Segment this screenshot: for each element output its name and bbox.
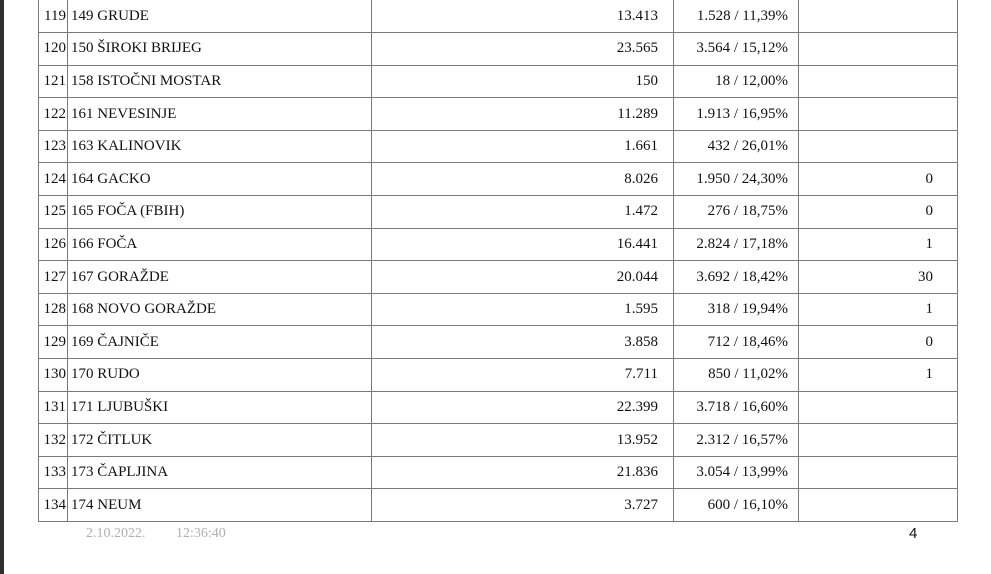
table-row	[39, 196, 958, 229]
total-value-cell: 3.858	[372, 326, 674, 359]
table-row	[39, 163, 958, 196]
row-index-cell: 127	[39, 261, 68, 294]
count-percentage-cell: 432 / 26,01%	[674, 130, 799, 163]
row-index-cell: 123	[39, 130, 68, 163]
municipality-name-cell: 165 FOČA (FBIH)	[68, 196, 372, 229]
row-index-cell: 119	[39, 0, 68, 33]
count-percentage-cell: 3.692 / 18,42%	[674, 261, 799, 294]
row-index-cell: 129	[39, 326, 68, 359]
count-percentage-cell: 318 / 19,94%	[674, 293, 799, 326]
count-percentage-cell: 850 / 11,02%	[674, 359, 799, 392]
table-row	[39, 65, 958, 98]
extra-value-cell: 1	[799, 359, 958, 392]
table-row	[39, 261, 958, 294]
municipality-name-cell: 150 ŠIROKI BRIJEG	[68, 33, 372, 66]
municipality-name-cell: 169 ČAJNIČE	[68, 326, 372, 359]
extra-value-cell: 1	[799, 293, 958, 326]
table-row	[39, 293, 958, 326]
count-percentage-cell: 276 / 18,75%	[674, 196, 799, 229]
extra-value-cell	[799, 65, 958, 98]
total-value-cell: 23.565	[372, 33, 674, 66]
total-value-cell: 8.026	[372, 163, 674, 196]
municipality-name-cell: 158 ISTOČNI MOSTAR	[68, 65, 372, 98]
total-value-cell: 7.711	[372, 359, 674, 392]
row-index-cell: 125	[39, 196, 68, 229]
table-row	[39, 228, 958, 261]
table-row	[39, 359, 958, 392]
table-row	[39, 424, 958, 457]
extra-value-cell	[799, 391, 958, 424]
row-index-cell: 124	[39, 163, 68, 196]
count-percentage-cell: 3.564 / 15,12%	[674, 33, 799, 66]
results-table-container	[38, 0, 957, 522]
municipality-name-cell: 166 FOČA	[68, 228, 372, 261]
total-value-cell: 1.595	[372, 293, 674, 326]
total-value-cell: 16.441	[372, 228, 674, 261]
total-value-cell: 1.472	[372, 196, 674, 229]
count-percentage-cell: 2.824 / 17,18%	[674, 228, 799, 261]
row-index-cell: 134	[39, 489, 68, 522]
total-value-cell: 1.661	[372, 130, 674, 163]
total-value-cell: 20.044	[372, 261, 674, 294]
viewer-left-edge	[0, 0, 4, 574]
extra-value-cell: 0	[799, 326, 958, 359]
table-row	[39, 391, 958, 424]
count-percentage-cell: 2.312 / 16,57%	[674, 424, 799, 457]
extra-value-cell	[799, 456, 958, 489]
extra-value-cell: 30	[799, 261, 958, 294]
count-percentage-cell: 3.718 / 16,60%	[674, 391, 799, 424]
count-percentage-cell: 600 / 16,10%	[674, 489, 799, 522]
total-value-cell: 22.399	[372, 391, 674, 424]
table-row	[39, 0, 958, 33]
table-row	[39, 130, 958, 163]
municipality-name-cell: 164 GACKO	[68, 163, 372, 196]
results-table-body	[39, 0, 958, 522]
row-index-cell: 132	[39, 424, 68, 457]
total-value-cell: 13.952	[372, 424, 674, 457]
municipality-name-cell: 171 LJUBUŠKI	[68, 391, 372, 424]
total-value-cell: 13.413	[372, 0, 674, 33]
municipality-name-cell: 172 ČITLUK	[68, 424, 372, 457]
extra-value-cell	[799, 130, 958, 163]
extra-value-cell: 0	[799, 196, 958, 229]
table-row	[39, 98, 958, 131]
extra-value-cell	[799, 0, 958, 33]
municipality-name-cell: 168 NOVO GORAŽDE	[68, 293, 372, 326]
row-index-cell: 122	[39, 98, 68, 131]
extra-value-cell: 0	[799, 163, 958, 196]
extra-value-cell	[799, 489, 958, 522]
row-index-cell: 121	[39, 65, 68, 98]
row-index-cell: 131	[39, 391, 68, 424]
row-index-cell: 128	[39, 293, 68, 326]
table-row	[39, 33, 958, 66]
page-number: 4	[909, 525, 918, 542]
extra-value-cell	[799, 98, 958, 131]
count-percentage-cell: 1.913 / 16,95%	[674, 98, 799, 131]
count-percentage-cell: 3.054 / 13,99%	[674, 456, 799, 489]
municipality-name-cell: 170 RUDO	[68, 359, 372, 392]
row-index-cell: 120	[39, 33, 68, 66]
table-row	[39, 456, 958, 489]
municipality-name-cell: 174 NEUM	[68, 489, 372, 522]
municipality-name-cell: 163 KALINOVIK	[68, 130, 372, 163]
municipality-name-cell: 173 ČAPLJINA	[68, 456, 372, 489]
count-percentage-cell: 1.950 / 24,30%	[674, 163, 799, 196]
footer-date: 2.10.2022.	[86, 526, 146, 541]
municipality-name-cell: 161 NEVESINJE	[68, 98, 372, 131]
extra-value-cell: 1	[799, 228, 958, 261]
count-percentage-cell: 1.528 / 11,39%	[674, 0, 799, 33]
total-value-cell: 11.289	[372, 98, 674, 131]
extra-value-cell	[799, 424, 958, 457]
municipality-name-cell: 167 GORAŽDE	[68, 261, 372, 294]
total-value-cell: 150	[372, 65, 674, 98]
row-index-cell: 130	[39, 359, 68, 392]
footer-time: 12:36:40	[176, 526, 226, 541]
row-index-cell: 133	[39, 456, 68, 489]
total-value-cell: 21.836	[372, 456, 674, 489]
extra-value-cell	[799, 33, 958, 66]
count-percentage-cell: 18 / 12,00%	[674, 65, 799, 98]
table-row	[39, 326, 958, 359]
municipality-name-cell: 149 GRUDE	[68, 0, 372, 33]
total-value-cell: 3.727	[372, 489, 674, 522]
table-row	[39, 489, 958, 522]
count-percentage-cell: 712 / 18,46%	[674, 326, 799, 359]
results-table	[38, 0, 958, 522]
row-index-cell: 126	[39, 228, 68, 261]
